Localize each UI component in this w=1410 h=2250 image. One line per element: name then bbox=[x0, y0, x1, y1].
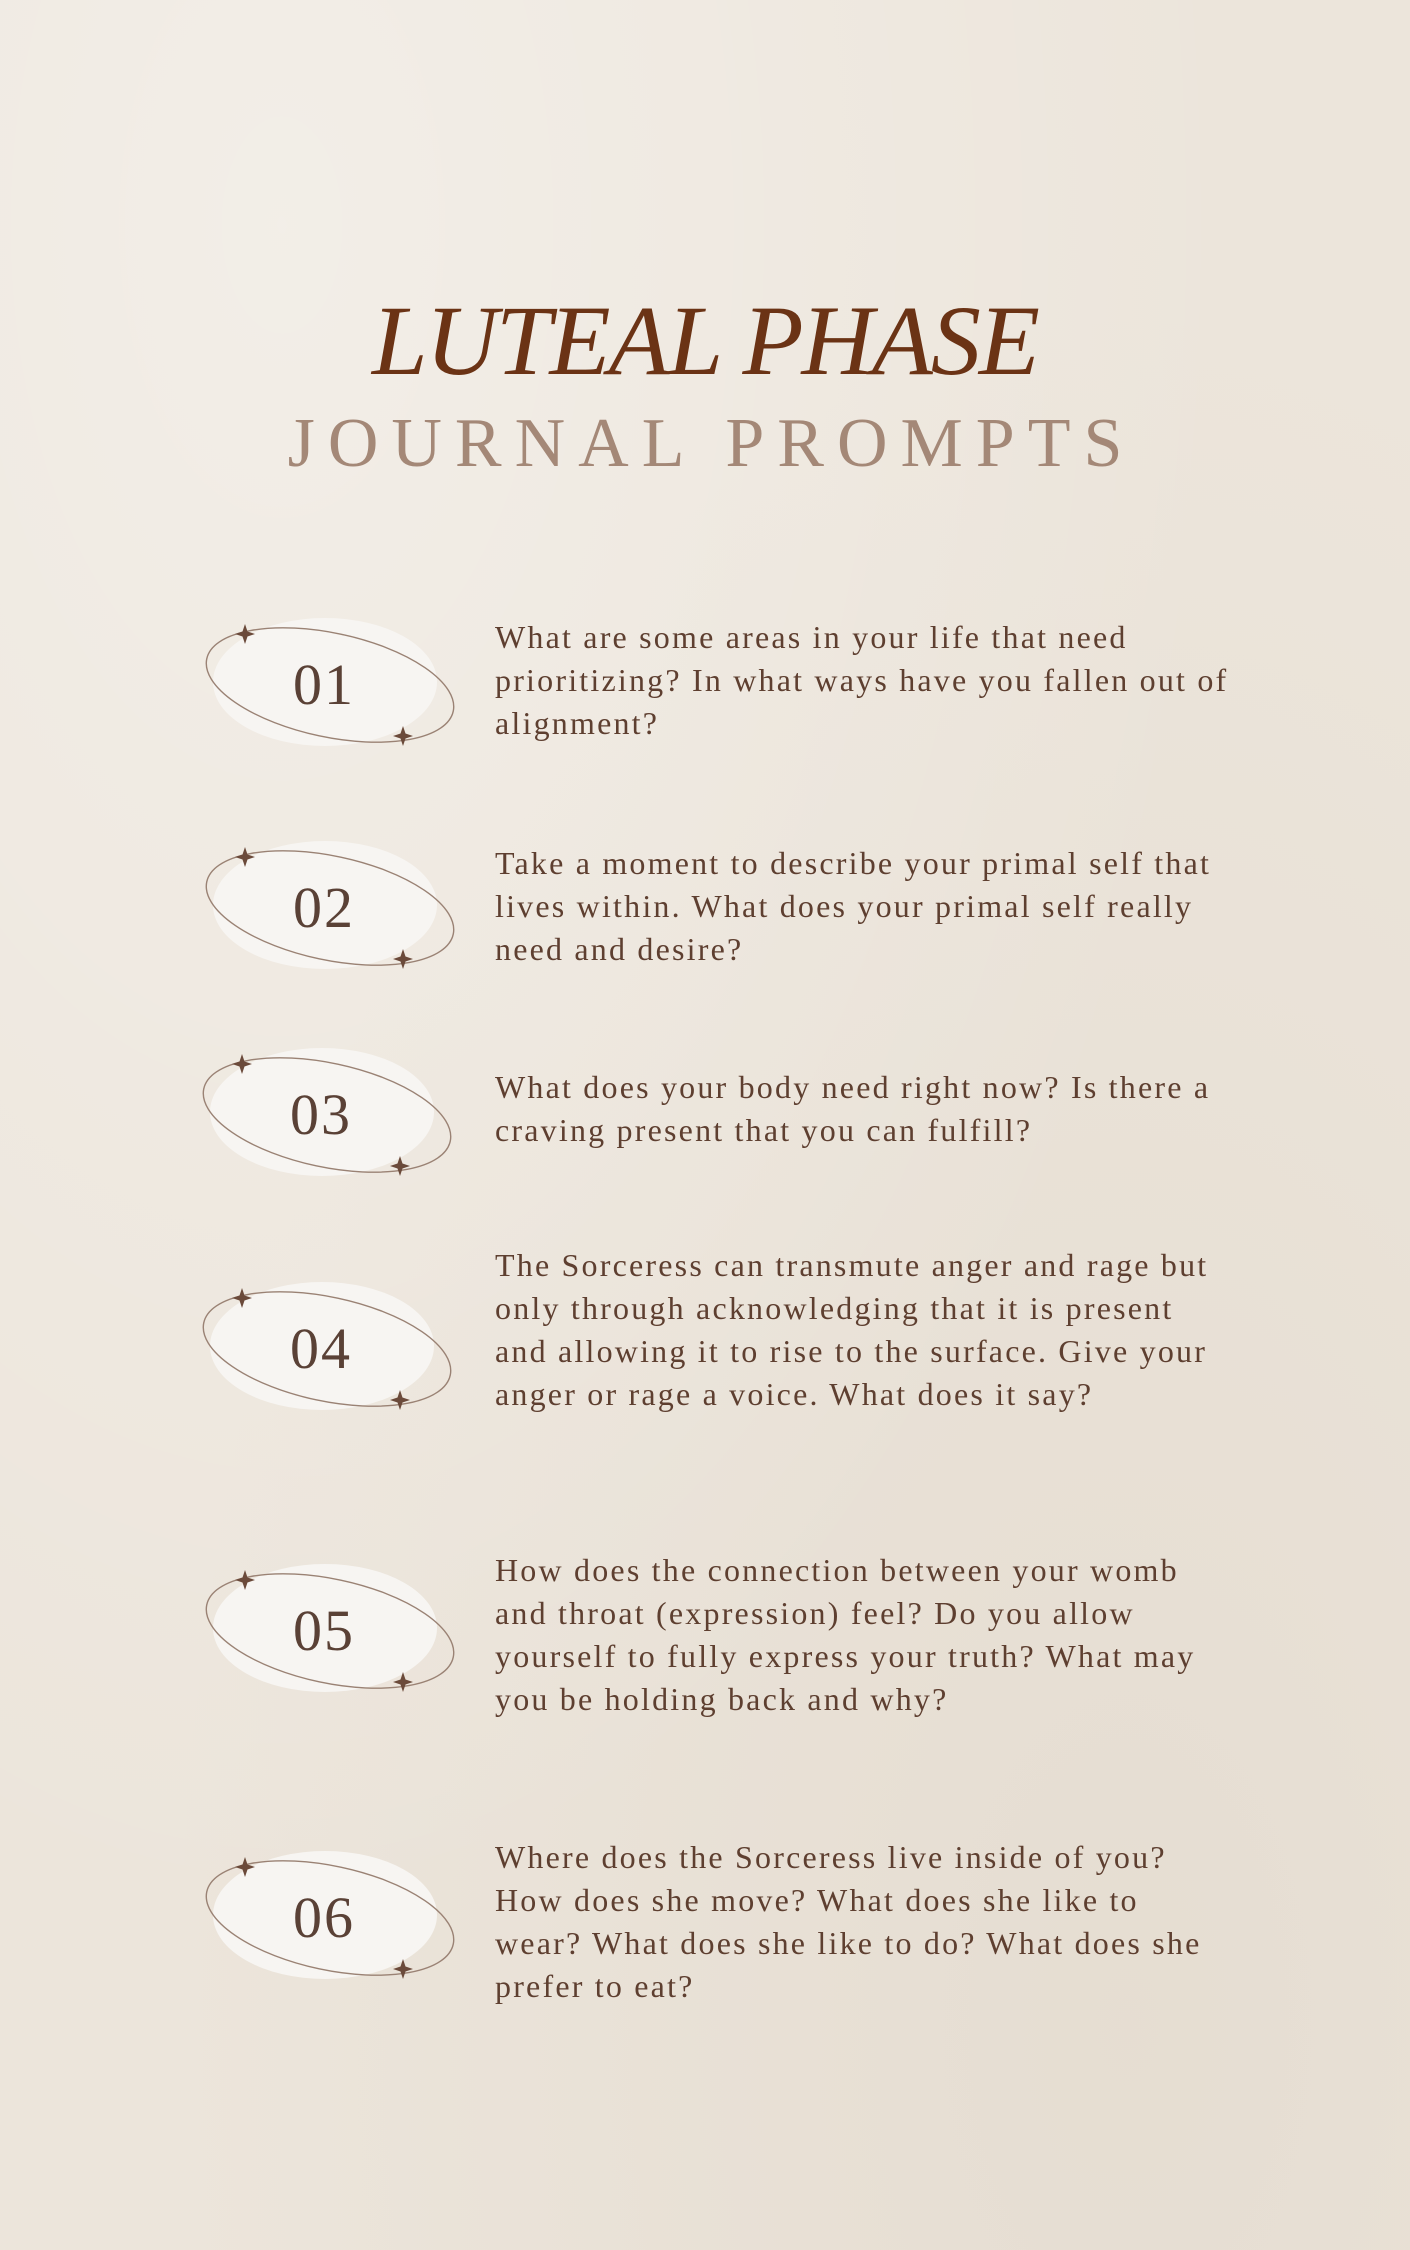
prompt-text: How does the connection between your womb and throat (expression) feel? Do you allow yourself to fully express your truth? What may you be holding back and why? bbox=[495, 1552, 1196, 1717]
prompt-text: Take a moment to describe your primal self that lives within. What does your primal self really need and desire? bbox=[495, 845, 1212, 967]
page-title: LUTEAL PHASE bbox=[372, 285, 1038, 396]
number-badge bbox=[195, 610, 465, 760]
prompt-number: 01 bbox=[293, 652, 355, 717]
prompt-number: 02 bbox=[293, 875, 355, 940]
number-badge bbox=[195, 1843, 465, 1993]
number-badge bbox=[192, 1040, 462, 1190]
prompt-text: What are some areas in your life that need prioritizing? In what ways have you fallen out of alignment? bbox=[495, 619, 1229, 741]
number-badge bbox=[195, 1556, 465, 1706]
prompt-text: The Sorceress can transmute anger and rage but only through acknowledging that it is present and allowing it to rise to the surface. Give your anger or rage a voice. What does it say? bbox=[495, 1247, 1209, 1412]
prompt-number: 05 bbox=[293, 1598, 355, 1663]
prompt-text: Where does the Sorceress live inside of you? How does she move? What does she like to wear? What does she like to do? What does she prefer to eat? bbox=[495, 1839, 1202, 2004]
prompt-text: What does your body need right now? Is there a craving present that you can fulfill? bbox=[495, 1069, 1211, 1148]
number-badge bbox=[195, 833, 465, 983]
prompt-number: 06 bbox=[293, 1885, 355, 1950]
prompt-number: 03 bbox=[290, 1082, 352, 1147]
prompt-number: 04 bbox=[290, 1316, 352, 1381]
number-badge bbox=[192, 1274, 462, 1424]
page-subtitle: JOURNAL PROMPTS bbox=[287, 405, 1136, 482]
